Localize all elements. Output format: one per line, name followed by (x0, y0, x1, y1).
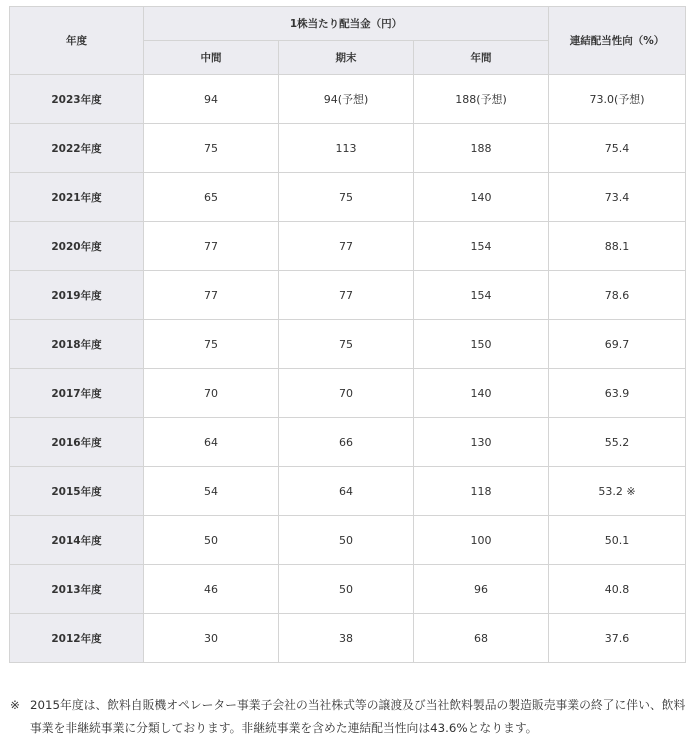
cell-year: 2023年度 (10, 75, 144, 124)
cell-annual: 96 (414, 565, 549, 614)
table-header (10, 7, 686, 75)
cell-interim: 46 (144, 565, 279, 614)
cell-year: 2018年度 (10, 320, 144, 369)
cell-year-end: 70 (279, 369, 414, 418)
cell-annual: 140 (414, 173, 549, 222)
cell-year: 2020年度 (10, 222, 144, 271)
cell-year-end: 50 (279, 516, 414, 565)
cell-annual: 130 (414, 418, 549, 467)
table-row (10, 418, 686, 467)
cell-interim: 70 (144, 369, 279, 418)
cell-payout-ratio: 73.0(予想) (549, 75, 686, 124)
table-body (10, 75, 686, 663)
cell-interim: 65 (144, 173, 279, 222)
cell-annual: 118 (414, 467, 549, 516)
cell-interim: 54 (144, 467, 279, 516)
cell-payout-ratio: 53.2 ※ (549, 467, 686, 516)
cell-annual: 154 (414, 271, 549, 320)
cell-year: 2014年度 (10, 516, 144, 565)
cell-interim: 77 (144, 271, 279, 320)
table-row (10, 369, 686, 418)
cell-payout-ratio: 88.1 (549, 222, 686, 271)
cell-interim: 30 (144, 614, 279, 663)
cell-annual: 68 (414, 614, 549, 663)
cell-interim: 64 (144, 418, 279, 467)
cell-annual: 150 (414, 320, 549, 369)
header-year-end: 期末 (279, 41, 414, 75)
cell-year: 2015年度 (10, 467, 144, 516)
table-row (10, 75, 686, 124)
cell-payout-ratio: 69.7 (549, 320, 686, 369)
header-interim: 中間 (144, 41, 279, 75)
cell-year-end: 75 (279, 173, 414, 222)
cell-year-end: 113 (279, 124, 414, 173)
footnote (10, 694, 690, 740)
cell-year-end: 94(予想) (279, 75, 414, 124)
cell-interim: 75 (144, 320, 279, 369)
cell-interim: 77 (144, 222, 279, 271)
cell-payout-ratio: 78.6 (549, 271, 686, 320)
dividend-table (9, 6, 686, 663)
cell-year: 2019年度 (10, 271, 144, 320)
cell-year-end: 64 (279, 467, 414, 516)
cell-annual: 188 (414, 124, 549, 173)
cell-year: 2022年度 (10, 124, 144, 173)
cell-annual: 140 (414, 369, 549, 418)
cell-year-end: 77 (279, 271, 414, 320)
cell-payout-ratio: 55.2 (549, 418, 686, 467)
cell-payout-ratio: 40.8 (549, 565, 686, 614)
cell-interim: 75 (144, 124, 279, 173)
table-row (10, 222, 686, 271)
cell-year: 2012年度 (10, 614, 144, 663)
cell-interim: 50 (144, 516, 279, 565)
header-year: 年度 (10, 7, 144, 75)
cell-annual: 100 (414, 516, 549, 565)
table-row (10, 565, 686, 614)
table-row (10, 467, 686, 516)
cell-year-end: 66 (279, 418, 414, 467)
footnote-text: 2015年度は、飲料自販機オペレーター事業子会社の当社株式等の譲渡及び当社飲料製品の製造販売事業の終了に伴い、飲料事業を非継続事業に分類しております。非継続事業を含めた連結配当性向は43.6%となります。 (30, 698, 686, 735)
cell-year-end: 75 (279, 320, 414, 369)
header-annual: 年間 (414, 41, 549, 75)
cell-payout-ratio: 63.9 (549, 369, 686, 418)
cell-payout-ratio: 37.6 (549, 614, 686, 663)
table-row (10, 124, 686, 173)
table-row (10, 516, 686, 565)
dividend-table-wrapper (9, 6, 685, 663)
table-row (10, 614, 686, 663)
table-row (10, 271, 686, 320)
cell-interim: 94 (144, 75, 279, 124)
cell-payout-ratio: 75.4 (549, 124, 686, 173)
header-dividend-per-share: 1株当たり配当金（円） (144, 7, 549, 41)
cell-year: 2013年度 (10, 565, 144, 614)
cell-year-end: 38 (279, 614, 414, 663)
cell-year-end: 77 (279, 222, 414, 271)
table-row (10, 173, 686, 222)
cell-year: 2021年度 (10, 173, 144, 222)
cell-year: 2016年度 (10, 418, 144, 467)
cell-annual: 188(予想) (414, 75, 549, 124)
cell-annual: 154 (414, 222, 549, 271)
header-payout-ratio: 連結配当性向（%） (549, 7, 686, 75)
cell-payout-ratio: 50.1 (549, 516, 686, 565)
cell-year: 2017年度 (10, 369, 144, 418)
cell-year-end: 50 (279, 565, 414, 614)
table-row (10, 320, 686, 369)
footnote-mark: ※ (10, 698, 20, 712)
cell-payout-ratio: 73.4 (549, 173, 686, 222)
